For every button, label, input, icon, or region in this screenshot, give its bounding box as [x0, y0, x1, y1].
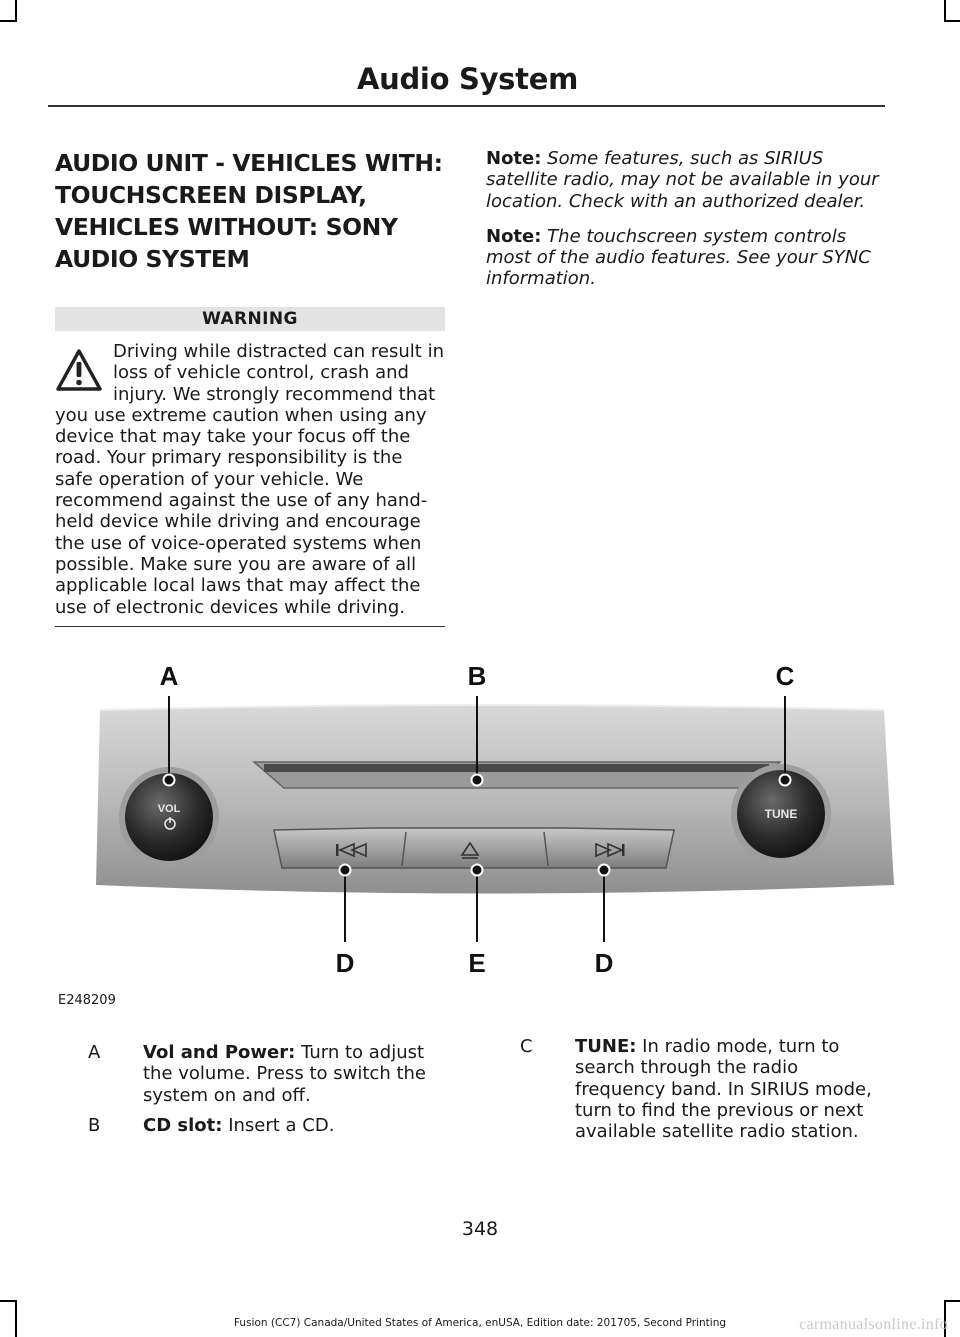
crop-mark [944, 20, 960, 22]
description-item: B CD slot: Insert a CD. [88, 1115, 335, 1136]
callout-e: E [468, 948, 486, 978]
section-title: AUDIO UNIT - VEHICLES WITH: TOUCHSCREEN DISPLAY, VEHICLES WITHOUT: SONY AUDIO SYSTEM [55, 149, 443, 273]
warning-rule [55, 626, 445, 627]
left-column [55, 147, 445, 627]
page-number: 348 [461, 1218, 499, 1240]
crop-mark [944, 0, 946, 22]
warning-triangle-icon [55, 347, 103, 395]
warning-label: WARNING [55, 307, 445, 331]
note: Note: The touchscreen system controls most of the audio features. See your SYNC information. [486, 225, 871, 290]
warning-box [55, 341, 445, 618]
crop-mark [944, 1300, 960, 1302]
page-header-title: Audio System [356, 62, 578, 96]
callout-d-left: D [335, 948, 355, 978]
crop-mark [0, 20, 17, 22]
audio-unit-figure [44, 640, 896, 1020]
callout-d-right: D [594, 948, 614, 978]
warning-text: Driving while distracted can result in loss of vehicle control, crash and injury. We strongly recommend that you use extreme caution when using any device that may take your focus off the road. Your primary responsibility is the safe operation of your vehicle. We recommend against the use of any hand-held device while driving and encourage the use of voice-operated systems when possible. Make sure you are aware of all applicable local laws that may affect the use of electronic devices while driving. [55, 341, 444, 618]
tune-label: TUNE [764, 807, 798, 821]
figure-id: E248209 [58, 993, 116, 1008]
callout-c: C [775, 661, 795, 691]
callout-a: A [159, 661, 179, 691]
right-column [486, 148, 886, 304]
note: Note: Some features, such as SIRIUS satellite radio, may not be available in your location. Check with an authorized dealer. [486, 148, 879, 212]
cd-slot-opening [264, 764, 769, 772]
header-rule [48, 105, 885, 107]
watermark: carmanualsonline.info [799, 1316, 948, 1333]
crop-mark [15, 0, 17, 22]
vol-label: VOL [157, 803, 181, 815]
footer-text: Fusion (CC7) Canada/United States of America, enUSA, Edition date: 201705, Second Printing [233, 1317, 727, 1329]
crop-mark [0, 1300, 17, 1302]
description-item: A Vol and Power: Turn to adjust the volume. Press to switch the system on and off. [88, 1042, 426, 1106]
description-item: C TUNE: In radio mode, turn to search through the radio frequency band. In SIRIUS mode, turn to find the previous or next available satellite radio station. [520, 1036, 872, 1143]
callout-b: B [467, 661, 487, 691]
